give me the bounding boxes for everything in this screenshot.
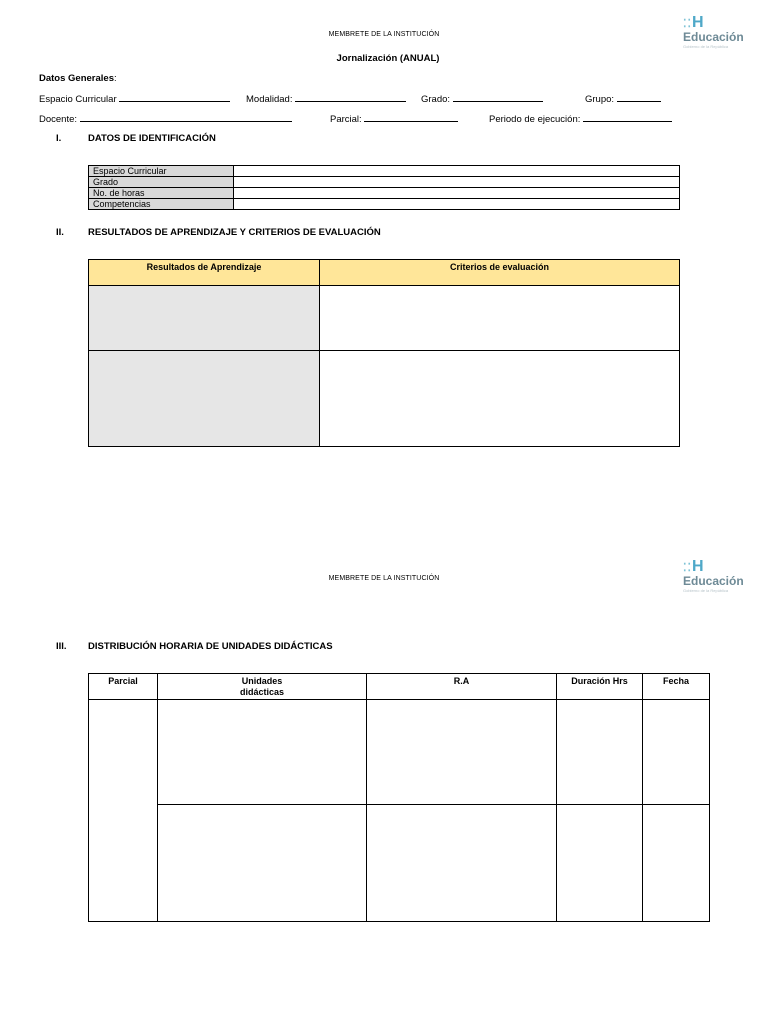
duracion-cell[interactable] [557, 805, 643, 922]
id-row-label: Competencias [89, 199, 234, 210]
logo-tagline: Gobierno de la República [683, 588, 729, 593]
unidades-cell[interactable] [158, 700, 367, 805]
id-row-label: No. de horas [89, 188, 234, 199]
grado-line[interactable] [453, 93, 543, 102]
page-title: Jornalización (ANUAL) [336, 53, 440, 64]
table-row [89, 351, 680, 447]
field-grupo[interactable] [585, 93, 661, 105]
datos-generales-colon: : [113, 73, 117, 84]
distribution-table [88, 673, 710, 922]
header-unidades [158, 674, 367, 700]
logo-tagline: Gobierno de la República [683, 44, 729, 49]
resultado-cell[interactable] [89, 351, 320, 447]
header-duracion: Duración Hrs [557, 674, 643, 700]
ra-cell[interactable] [367, 805, 557, 922]
table-header-row [89, 674, 710, 700]
id-row-value[interactable] [234, 188, 680, 199]
table-row [89, 700, 710, 805]
header-fecha: Fecha [643, 674, 710, 700]
logo-dots-icon: ⁚⁚ [683, 18, 692, 30]
id-row-value[interactable] [234, 177, 680, 188]
section-3-number: III. [56, 641, 67, 652]
docente-label: Docente: [39, 114, 78, 125]
identification-table [88, 165, 680, 210]
fecha-cell[interactable] [643, 700, 710, 805]
logo-wordmark: Educación [683, 574, 744, 588]
logo-wordmark: Educación [683, 30, 744, 44]
logo-1 [683, 14, 743, 49]
field-periodo[interactable] [489, 113, 672, 125]
field-docente[interactable] [39, 113, 292, 125]
logo-h-mark: H [692, 14, 704, 31]
header-unidades-line2: didácticas [239, 687, 285, 697]
id-row-label: Espacio Curricular [89, 166, 234, 177]
table-row [89, 166, 680, 177]
ra-cell[interactable] [367, 700, 557, 805]
espacio-curricular-line[interactable] [119, 93, 230, 102]
header-criterios: Criterios de evaluación [320, 260, 680, 286]
membrete-2: MEMBRETE DE LA INSTITUCIÓN [328, 575, 440, 582]
datos-generales-label: Datos Generales [39, 73, 114, 84]
periodo-line[interactable] [583, 113, 672, 122]
parcial-label: Parcial: [330, 114, 362, 125]
id-row-value[interactable] [234, 199, 680, 210]
logo-dots-icon: ⁚⁚ [683, 562, 692, 574]
section-1-title: DATOS DE IDENTIFICACIÓN [88, 133, 216, 144]
duracion-cell[interactable] [557, 700, 643, 805]
datos-generales-heading [39, 73, 117, 84]
table-row [89, 199, 680, 210]
field-modalidad[interactable] [246, 93, 406, 105]
section-3-title: DISTRIBUCIÓN HORARIA DE UNIDADES DIDÁCTICAS [88, 641, 333, 652]
table-row [89, 177, 680, 188]
section-2-number: II. [56, 227, 64, 238]
header-resultados: Resultados de Aprendizaje [89, 260, 320, 286]
grupo-line[interactable] [617, 93, 661, 102]
table-row [89, 805, 710, 922]
table-row [89, 286, 680, 351]
field-parcial[interactable] [330, 113, 458, 125]
fecha-cell[interactable] [643, 805, 710, 922]
espacio-curricular-label: Espacio Curricular [39, 94, 117, 105]
table-header-row [89, 260, 680, 286]
id-row-value[interactable] [234, 166, 680, 177]
logo-h-mark: H [692, 558, 704, 575]
parcial-cell[interactable] [89, 700, 158, 922]
field-espacio-curricular[interactable] [39, 93, 230, 105]
criterio-cell[interactable] [320, 286, 680, 351]
logo-2 [683, 558, 743, 593]
field-grado[interactable] [421, 93, 543, 105]
parcial-line[interactable] [364, 113, 458, 122]
table-row [89, 188, 680, 199]
results-table [88, 259, 680, 447]
header-unidades-line1: Unidades [241, 676, 283, 686]
header-ra: R.A [367, 674, 557, 700]
periodo-label: Periodo de ejecución: [489, 114, 581, 125]
header-parcial: Parcial [89, 674, 158, 700]
section-1-number: I. [56, 133, 62, 144]
grado-label: Grado: [421, 94, 451, 105]
modalidad-line[interactable] [295, 93, 406, 102]
docente-line[interactable] [80, 113, 292, 122]
modalidad-label: Modalidad: [246, 94, 293, 105]
section-2-title: RESULTADOS DE APRENDIZAJE Y CRITERIOS DE EVALUACIÓN [88, 227, 381, 238]
unidades-cell[interactable] [158, 805, 367, 922]
criterio-cell[interactable] [320, 351, 680, 447]
resultado-cell[interactable] [89, 286, 320, 351]
grupo-label: Grupo: [585, 94, 615, 105]
membrete-1: MEMBRETE DE LA INSTITUCIÓN [328, 31, 440, 38]
id-row-label: Grado [89, 177, 234, 188]
